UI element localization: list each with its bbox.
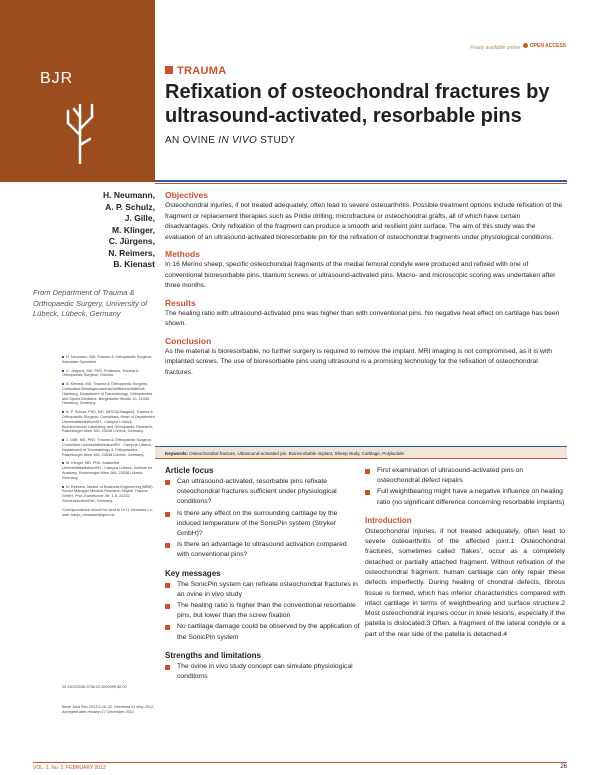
list-item-text: No cartilage damage could be observed by the application of the SonicPin system <box>177 623 360 641</box>
page-number: 26 <box>560 764 567 770</box>
author-notes <box>62 355 157 521</box>
left-column <box>165 466 360 690</box>
list-item-text: The healing ratio is higher than the conventional resorbable pins, but lower than the screw fixation <box>177 602 356 620</box>
objectives-text: Osteochondral injuries, if not treated adequately, often lead to severe osteoarthritis. Possible treatment options include refixation of the fragment or replacement therapies such as Pridie drilling, microfracture or osteochondral grafts, all of which have certain disadvantages. Only refixation of the fragment can produce a smooth and resilient joint surface. The aim of this study was the evaluation of an ultrasound-activated bioresorbable pin for the refixation of osteochondral fragments under physiological conditions. <box>165 202 563 241</box>
author: N. Reimers, <box>108 247 155 258</box>
author-note <box>62 461 157 480</box>
keywords-label: Keywords: <box>165 451 189 456</box>
list-item-text: Is there an advantage to ultrasound activation compared with conventional pins? <box>177 541 347 559</box>
author: B. Kienast <box>113 259 155 269</box>
bullet-square-icon <box>165 625 170 630</box>
note-bullet-icon <box>62 462 64 464</box>
publisher-label: OPEN ACCESS <box>529 43 566 49</box>
author: M. Klinger, <box>112 224 155 235</box>
bullet-square-icon <box>365 490 370 495</box>
list-item <box>165 622 360 642</box>
list-item <box>165 662 360 682</box>
note-text: B. Kienast, MD, Trauma & Orthopaedic Surgeon, Consultant BerufsgenossenschaftlicheUnfallklinik Hamburg, Department of Traumatology, Orthopaedics and Sports Medicine, Bergedorfer Straße 10, 21033 Hamburg, Germany. <box>62 382 153 406</box>
section-text: TRAUMA <box>177 65 227 77</box>
note-text: A. P. Schulz, PhD, MD, MRCS(Glasgow), Trauma & Orthopaedic Surgeon, Consultant, Head of Department UniversitätsklinikumSH - Campus Lübeck, Biomechanical Laboratory and Orthopaedic Research, Ratzeburger Allee 160, 23538 Lübeck, Germany. <box>62 410 155 434</box>
list-item <box>165 540 360 560</box>
note-bullet-icon <box>62 370 64 372</box>
article-title: Refixation of osteochondral fractures by ultrasound-activated, resorbable pins <box>165 81 550 127</box>
author-note <box>62 355 157 365</box>
strengths-continued-list <box>365 466 565 508</box>
methods-heading: Methods <box>165 249 200 259</box>
author: J. Gille, <box>124 213 155 223</box>
list-item <box>165 601 360 621</box>
note-bullet-icon <box>62 439 64 441</box>
list-item <box>165 580 360 600</box>
strengths-list <box>165 662 360 682</box>
results-text: The healing ratio with ultrasound-activated pins was higher than with conventional pins. No negative heat effect on cartilage has been shown. <box>165 309 560 327</box>
keywords-bar <box>155 446 567 459</box>
abstract <box>165 190 565 384</box>
note-bullet-icon <box>62 356 64 358</box>
note-text: N. Reimers, Master of Business Engineering (MBE), Senior Manager Medical Research Stryker Trauma GmbH, Prof.-Kuentscher-Str. 1-5, 24232 Schoenkirchen/Kiel, Germany. <box>62 484 154 503</box>
publisher-logo <box>521 43 566 49</box>
right-column <box>365 466 565 640</box>
note-bullet-icon <box>62 486 64 488</box>
list-item-text: First examination of ultrasound-activated pins on osteochondral defect repairs <box>377 467 524 485</box>
note-text: C. Jürgens, MD, PhD, Professor, Trauma & Orthopaedic Surgeon, Director <box>62 368 139 378</box>
list-item-text: Can ultrasound-activated, resorbable pins refixate osteochondral fractures sufficient under physiological conditions? <box>177 478 337 506</box>
bullet-square-icon <box>165 543 170 548</box>
bullet-square-icon <box>165 604 170 609</box>
bullet-square-icon <box>165 480 170 485</box>
key-messages-list <box>165 580 360 643</box>
note-text: H. Neumann, MD, Trauma & Orthopaedic Surgeon, Associate Specialist <box>62 355 153 364</box>
note-bullet-icon <box>62 383 64 385</box>
list-item-text: Full weightbearing might have a negative influence on healing ratio (no significant difference concerning resorbable implants) <box>377 488 565 506</box>
affiliation: From Department of Trauma & Orthopaedic Surgery, University of Lübeck, Lübeck, Germany <box>33 288 148 318</box>
bullet-square-icon <box>365 469 370 474</box>
citation: Bone Joint Res 2013;2:26–32. Received 31 May 2012; Accepted after revision 17 December 2012 <box>62 705 155 714</box>
strengths-heading: Strengths and limitations <box>165 650 262 660</box>
key-messages-heading: Key messages <box>165 568 221 578</box>
bullet-square-icon <box>165 512 170 517</box>
conclusion-text: As the material is bioresorbable, no further surgery is required to remove the implant. MRI imaging is not compromised, as it is with implanted screws. The use of bioresorbable pins using ultrasound is a promising technology for the refixation of osteochondral fractures. <box>165 347 552 376</box>
open-access-icon <box>523 43 528 48</box>
author-note <box>62 438 157 457</box>
author-list <box>33 190 155 271</box>
author-note <box>62 485 157 504</box>
methods-text: In 16 Merino sheep, specific osteochondral fragments of the medial femoral condyle were produced and refixed with one of conventional bioresorbable pins, titanium screws or ultrasound-activated pins. Macro- and microscopic scoring was undertaken after three months. <box>165 261 556 289</box>
note-text: M. Klinger, MD, PhD, Anatomist UniversitätsklinikumSH - Campus Lübeck, Institute for Anatomy, Ratzeburger Allee 160, 23538 Lübeck, Germany. <box>62 461 153 480</box>
footer-divider <box>33 762 567 763</box>
list-item <box>165 509 360 540</box>
author: C. Jürgens, <box>108 236 155 246</box>
author-note <box>62 382 157 406</box>
author-note <box>62 410 157 434</box>
bullet-square-icon <box>165 583 170 588</box>
article-focus-heading: Article focus <box>165 466 214 475</box>
keywords-text: Osteochondral fracture, Ultrasound-activated pin, Bioresorbable implant, Sheep study, Cartilage, Polylactide <box>189 451 405 456</box>
section-label <box>165 65 226 77</box>
results-heading: Results <box>165 297 196 308</box>
objectives-heading: Objectives <box>165 190 208 200</box>
author-note <box>62 369 157 379</box>
subtitle-post: STUDY <box>257 135 296 146</box>
divider-blue <box>155 180 567 182</box>
section-square-icon <box>165 66 173 74</box>
list-item-text: The ovine in vivo study concept can simulate physiological conditions <box>177 662 353 681</box>
bullet-square-icon <box>165 665 170 670</box>
footer-volume: VOL. 2, No. 2, FEBRUARY 2013 <box>33 765 106 771</box>
note-bullet-icon <box>62 411 64 413</box>
journal-color-block <box>0 0 155 182</box>
list-item-text: Is there any effect on the surrounding cartilage by the induced temperature of the SonicPin system (Stryker GmbH)? <box>177 509 338 538</box>
list-item <box>365 466 565 486</box>
divider-red <box>155 183 567 184</box>
conclusion-heading: Conclusion <box>165 335 212 346</box>
list-item-text: The SonicPin system can refixate osteochondral fractures in an ovine in vivo study <box>177 580 358 598</box>
subtitle-italic: IN VIVO <box>218 135 258 146</box>
journal-abbrev: BJR <box>40 70 74 87</box>
article-subtitle <box>165 135 296 146</box>
tree-logo-icon <box>60 95 100 165</box>
list-item <box>365 487 565 507</box>
freely-available-label: Freely available online <box>470 45 520 51</box>
doi: 10.1302/2046-3758.22.2000099 $2.00 <box>62 685 127 689</box>
list-item <box>165 477 360 508</box>
introduction-text: Osteochondral injuries, if not treated adequately, often lead to severe osteoarthritis of the affected joint.1 Osteochondral fractures, sometimes called ‘flakes’, occur as a completely detached or partially attached fragment. Without refixation of the osteochondral fragment, human cartilage can only repair these defects imperfectly. During healing of chondral defects, fibrous tissue is formed, which has inferior characteristics compared with intact cartilage in terms of weightbearing and surface structure.2 Most osteochondral injuries occur in knee lesions, especially if the patella is dislocated.3 Often, a fragment of the lateral condyle or a part of the rear side of the patella is detached.4 <box>365 527 565 638</box>
introduction-heading: Introduction <box>365 515 412 525</box>
article-focus-list <box>165 477 360 561</box>
subtitle-pre: AN OVINE <box>165 135 219 146</box>
note-text: J. Gille, MD, PhD, Trauma & Orthopaedic Surgeon, Consultant UniversitätsklinikumSH - Campus Lübeck, Department of Traumatology & Orthopaedics, Ratzeburger Allee 160, 23538 Lübeck, Germany. <box>62 438 152 457</box>
author: H. Neumann, <box>103 190 155 200</box>
author: A. P. Schulz, <box>105 201 155 212</box>
correspondence: Correspondence should be sent to Dr H. Neumann; e-mail: hanjo_neumann@gmx.de <box>62 507 153 517</box>
